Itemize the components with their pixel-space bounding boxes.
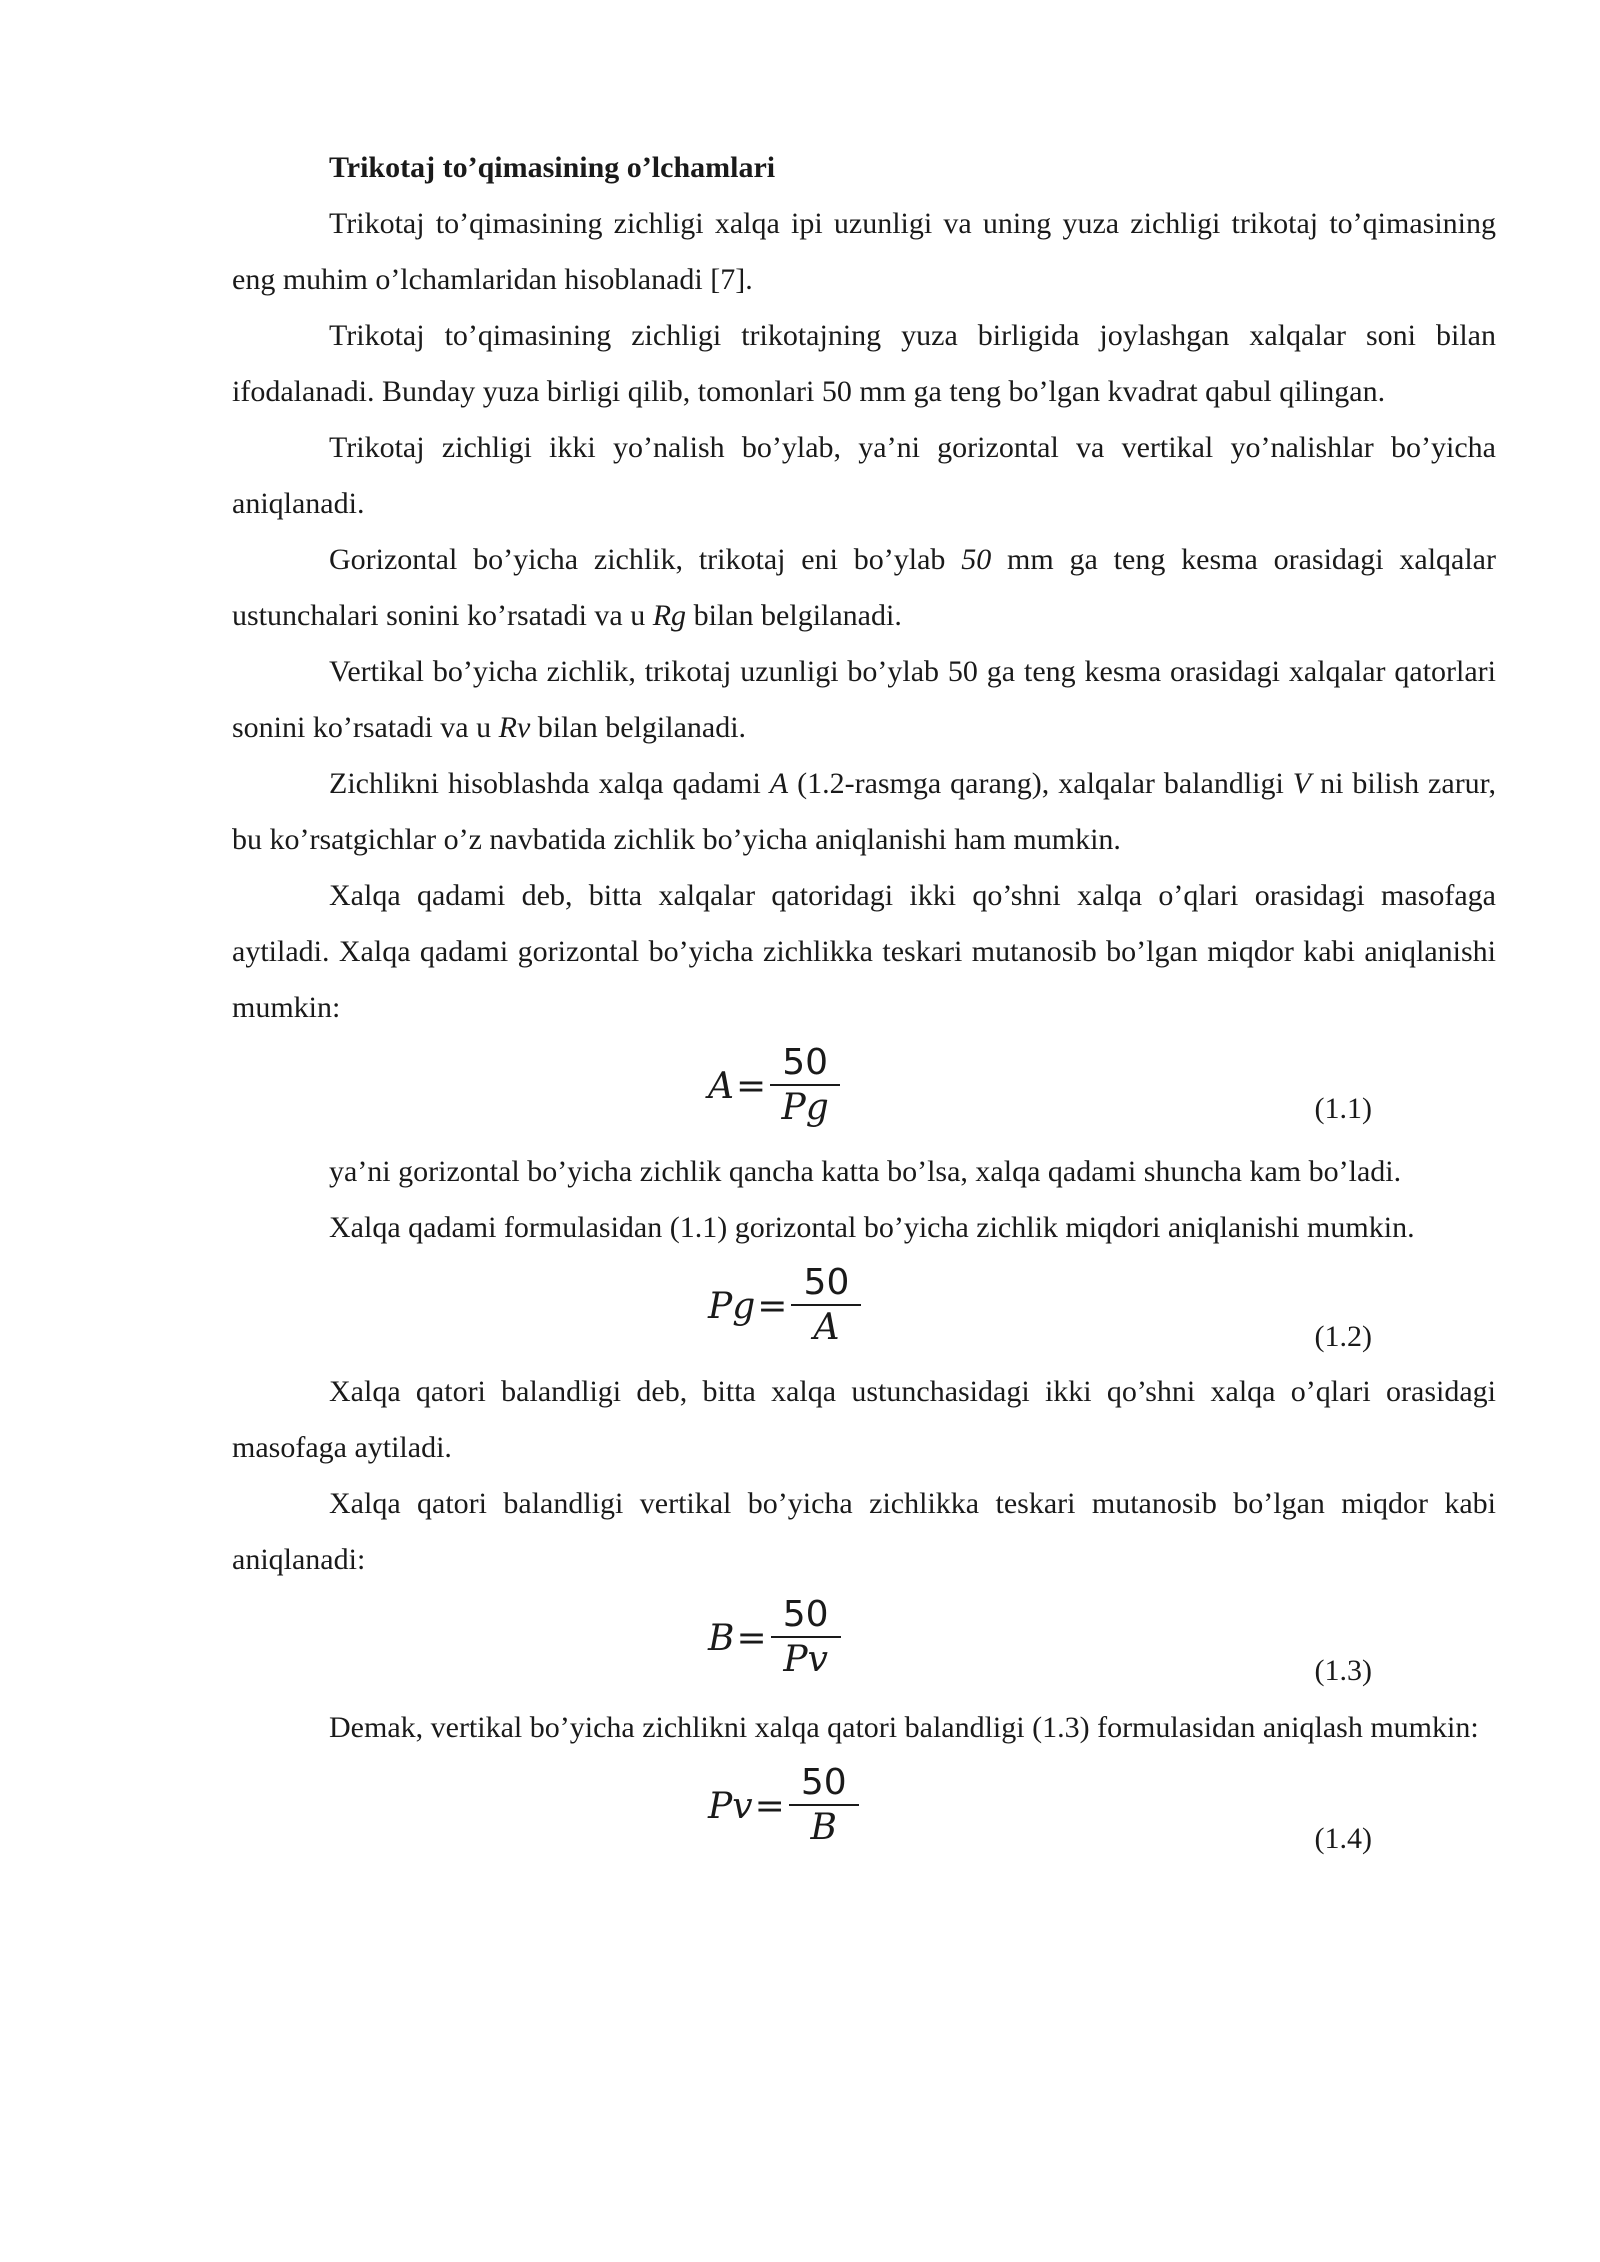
- formula-3-lhs: B: [708, 1617, 735, 1659]
- formula-1-fraction: [770, 1042, 840, 1130]
- paragraph-10: Xalqa qatori balandligi deb, bitta xalqa ustunchasidagi ikki qo’shni xalqa o’qlari orasidagi masofaga aytiladi.: [232, 1375, 1496, 1464]
- paragraph-5-text-c: bilan belgilanadi.: [530, 711, 747, 744]
- paragraph-1: Trikotaj to’qimasining zichligi xalqa ipi uzunligi va uning yuza zichligi trikotaj to’qimasining eng muhim o’lchamlaridan hisoblanadi [7].: [232, 207, 1496, 296]
- formula-4-equals: =: [754, 1785, 785, 1827]
- paragraph-4-text-c: mm ga teng kesma orasidagi xalqalar ustunchalari sonini ko’rsatadi va u: [232, 543, 1496, 632]
- formula-2-fraction: [791, 1262, 861, 1350]
- paragraph-4-text-a: Gorizontal bo’yicha zichlik, trikotaj eni bo’ylab: [329, 543, 962, 576]
- paragraph-4: [232, 532, 1496, 644]
- formula-2-lhs: Pg: [708, 1285, 756, 1327]
- formula-1-row: [232, 1036, 1496, 1144]
- formula-1-numerator: 50: [782, 1042, 829, 1083]
- formula-1-lhs: A: [708, 1065, 734, 1107]
- paragraph-5: [232, 644, 1496, 756]
- formula-3-numerator: 50: [782, 1594, 829, 1635]
- formula-2: [708, 1262, 861, 1350]
- paragraph-8: ya’ni gorizontal bo’yicha zichlik qancha katta bo’lsa, xalqa qadami shuncha kam bo’ladi.: [329, 1155, 1402, 1188]
- paragraph-6: [232, 756, 1496, 868]
- formula-1-denominator: Pg: [770, 1084, 840, 1130]
- paragraph-7: Xalqa qadami deb, bitta xalqalar qatoridagi ikki qo’shni xalqa o’qlari orasidagi masofaga aytiladi. Xalqa qadami gorizontal bo’yicha zichlikka teskari mutanosib bo’lgan miqdor kabi aniqlanishi mumkin:: [232, 879, 1496, 1024]
- paragraph-5-symbol-rv: Rv: [498, 711, 531, 744]
- formula-3-fraction: [771, 1594, 841, 1682]
- formula-2-row: [232, 1256, 1496, 1364]
- paragraph-3: Trikotaj zichligi ikki yo’nalish bo’ylab, ya’ni gorizontal va vertikal yo’nalishlar bo’yicha aniqlanadi.: [232, 431, 1496, 520]
- formula-1-equals: =: [736, 1065, 767, 1107]
- paragraph-9: Xalqa qadami formulasidan (1.1) gorizontal bo’yicha zichlik miqdori aniqlanishi mumkin.: [329, 1211, 1415, 1244]
- paragraph-6-symbol-v: V: [1292, 767, 1312, 800]
- document-page: [232, 140, 1496, 1868]
- formula-3-equals: =: [736, 1617, 767, 1659]
- paragraph-6-symbol-a: A: [769, 767, 789, 800]
- paragraph-12: Demak, vertikal bo’yicha zichlikni xalqa qatori balandligi (1.3) formulasidan aniqlash mumkin:: [329, 1711, 1479, 1744]
- formula-2-denominator: A: [791, 1304, 861, 1350]
- paragraph-2: Trikotaj to’qimasining zichligi trikotajning yuza birligida joylashgan xalqalar soni bilan ifodalanadi. Bunday yuza birligi qilib, tomonlari 50 mm ga teng bo’lgan kvadrat qabul qilingan.: [232, 319, 1496, 408]
- formula-4-numerator: 50: [800, 1762, 847, 1803]
- formula-4-lhs: Pv: [708, 1785, 753, 1827]
- formula-3: [708, 1594, 841, 1682]
- formula-3-row: [232, 1588, 1496, 1700]
- formula-2-number: (1.2): [1314, 1320, 1372, 1353]
- formula-3-number: (1.3): [1314, 1654, 1372, 1687]
- paragraph-4-symbol-rg: Rg: [652, 599, 687, 632]
- formula-4-fraction: [789, 1762, 859, 1850]
- formula-1: [708, 1042, 840, 1130]
- paragraph-11: Xalqa qatori balandligi vertikal bo’yicha zichlikka teskari mutanosib bo’lgan miqdor kabi aniqlanadi:: [232, 1487, 1496, 1576]
- formula-1-number: (1.1): [1314, 1092, 1372, 1125]
- formula-4-row: [232, 1756, 1496, 1868]
- formula-4: [708, 1762, 859, 1850]
- paragraph-4-value-50: 50: [961, 543, 992, 576]
- section-heading: Trikotaj to’qimasining o’lchamlari: [329, 151, 776, 184]
- formula-2-equals: =: [757, 1285, 788, 1327]
- formula-4-denominator: B: [789, 1804, 859, 1850]
- formula-2-numerator: 50: [803, 1262, 850, 1303]
- formula-4-number: (1.4): [1314, 1822, 1372, 1855]
- formula-3-denominator: Pv: [771, 1636, 841, 1682]
- paragraph-5-text-a: Vertikal bo’yicha zichlik, trikotaj uzunligi bo’ylab 50 ga teng kesma orasidagi xalqalar qatorlari sonini ko’rsatadi va u: [232, 655, 1496, 744]
- paragraph-6-text-a: Zichlikni hisoblashda xalqa qadami: [329, 767, 770, 800]
- paragraph-6-text-c: (1.2-rasmga qarang), xalqalar balandligi: [788, 767, 1293, 800]
- paragraph-6-text-e: ni bilish zarur, bu ko’rsatgichlar o’z navbatida zichlik bo’yicha aniqlanishi ham mumkin.: [232, 767, 1496, 856]
- paragraph-4-text-e: bilan belgilanadi.: [686, 599, 902, 632]
